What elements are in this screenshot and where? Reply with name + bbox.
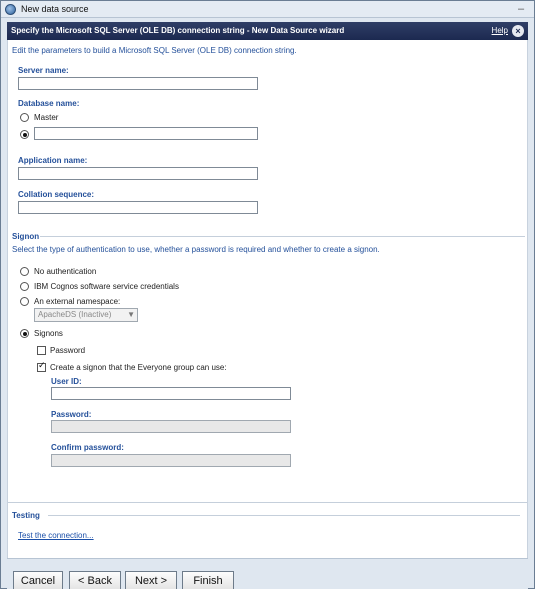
no-authentication-label: No authentication [34,267,97,276]
ibm-credentials-label: IBM Cognos software service credentials [34,282,179,291]
database-master-radio[interactable] [20,113,29,122]
collation-sequence-label: Collation sequence: [18,190,95,199]
title-bar [1,1,534,18]
intro-text: Edit the parameters to build a Microsoft SQL Server (OLE DB) connection string. [12,46,297,55]
ibm-credentials-radio[interactable] [20,282,29,291]
create-signon-checkbox[interactable] [37,363,46,372]
back-button[interactable]: < Back [69,571,121,589]
wizard-footer [7,558,528,589]
namespace-select-value: ApacheDS (Inactive) [38,310,112,319]
server-name-input[interactable] [18,77,258,90]
signon-description: Select the type of authentication to use, whether a password is required and whether to create a signon. [12,245,380,254]
testing-section-title: Testing [12,511,40,520]
app-icon [5,4,16,15]
testing-top-divider [8,502,527,503]
database-master-label: Master [34,113,59,122]
user-id-label: User ID: [51,377,82,386]
window-minimize-button[interactable]: – [517,3,525,15]
password-checkbox-label: Password [50,346,86,355]
password-checkbox[interactable] [37,346,46,355]
window-title: New data source [21,4,89,14]
external-namespace-label: An external namespace: [34,297,121,306]
wizard-header [7,22,528,40]
chevron-down-icon: ▼ [127,310,135,319]
database-name-input[interactable] [34,127,258,140]
application-name-input[interactable] [18,167,258,180]
cancel-button[interactable]: Cancel [13,571,63,589]
external-namespace-radio[interactable] [20,297,29,306]
server-name-label: Server name: [18,66,69,75]
next-button[interactable]: Next > [125,571,177,589]
application-name-label: Application name: [18,156,88,165]
create-signon-label: Create a signon that the Everyone group can use: [50,363,227,372]
wizard-content [7,40,528,558]
finish-button[interactable]: Finish [182,571,234,589]
namespace-select[interactable] [34,308,138,322]
user-id-input[interactable] [51,387,291,400]
wizard-title: Specify the Microsoft SQL Server (OLE DB) connection string - New Data Source wizard [11,26,345,35]
database-custom-radio[interactable] [20,130,29,139]
signons-label: Signons [34,329,63,338]
password-label: Password: [51,410,92,419]
password-input[interactable] [51,420,291,433]
database-name-label: Database name: [18,99,80,108]
confirm-password-input[interactable] [51,454,291,467]
testing-divider [48,515,520,516]
no-authentication-radio[interactable] [20,267,29,276]
confirm-password-label: Confirm password: [51,443,124,452]
help-link[interactable]: Help [491,26,508,35]
signon-section-title: Signon [12,232,40,241]
signon-divider [40,236,525,237]
collation-sequence-input[interactable] [18,201,258,214]
signons-radio[interactable] [20,329,29,338]
test-connection-link[interactable]: Test the connection... [18,531,94,540]
close-icon[interactable]: × [512,25,524,37]
